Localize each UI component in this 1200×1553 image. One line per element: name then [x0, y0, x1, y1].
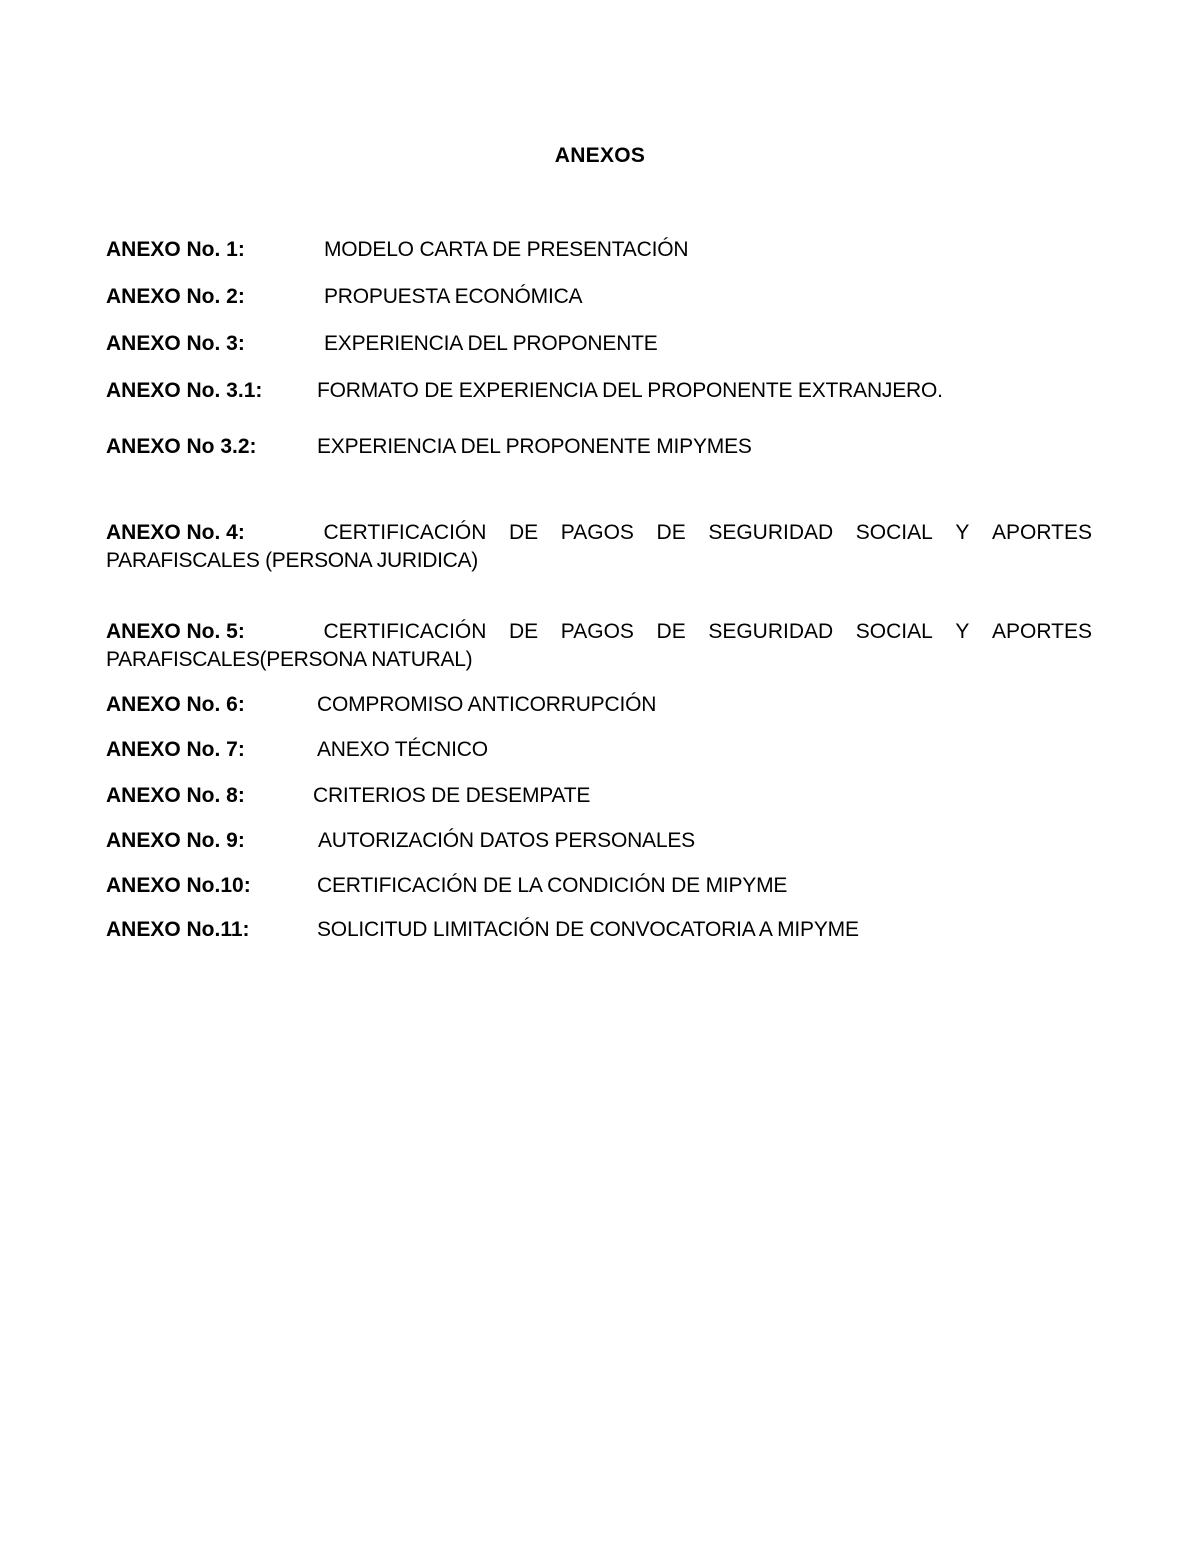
- annex-entry-5: [106, 618, 1092, 674]
- annex-word: APORTES: [992, 521, 1092, 544]
- annex-word: CERTIFICACIÓN: [323, 620, 487, 643]
- annex-word: DE: [656, 620, 686, 643]
- annex-text: FORMATO DE EXPERIENCIA DEL PROPONENTE EXTRANJERO.: [317, 379, 943, 402]
- annex-word: Y: [955, 620, 970, 643]
- annex-word: Y: [955, 521, 970, 544]
- annex-label: ANEXO No. 6:: [106, 693, 245, 716]
- annex-text: ANEXO TÉCNICO: [317, 738, 488, 761]
- annex-label: ANEXO No. 3:: [106, 332, 245, 355]
- annex-text: CERTIFICACIÓN DE LA CONDICIÓN DE MIPYME: [317, 874, 788, 897]
- annex-word: SOCIAL: [855, 620, 933, 643]
- annex-first-line: [106, 519, 1092, 547]
- annex-label: ANEXO No. 2:: [106, 285, 245, 308]
- annex-label: ANEXO No. 4:: [106, 521, 245, 544]
- annex-word: SEGURIDAD: [708, 620, 834, 643]
- annex-word: PAGOS: [560, 620, 634, 643]
- annex-label: ANEXO No. 3.1:: [106, 379, 263, 402]
- page-title: ANEXOS: [554, 144, 646, 167]
- annex-text: MODELO CARTA DE PRESENTACIÓN: [324, 238, 689, 261]
- annex-first-line: [106, 618, 1092, 646]
- annex-word: APORTES: [992, 620, 1092, 643]
- annex-word: PAGOS: [560, 521, 634, 544]
- annex-text: COMPROMISO ANTICORRUPCIÓN: [317, 693, 657, 716]
- annex-word: SOCIAL: [855, 521, 933, 544]
- annex-label: ANEXO No.11:: [106, 918, 250, 941]
- annex-word: DE: [509, 521, 539, 544]
- annex-text: SOLICITUD LIMITACIÓN DE CONVOCATORIA A MIPYME: [317, 918, 859, 941]
- annex-label: ANEXO No. 7:: [106, 738, 245, 761]
- annex-text: EXPERIENCIA DEL PROPONENTE: [324, 332, 658, 355]
- annex-word: DE: [656, 521, 686, 544]
- annex-text: CRITERIOS DE DESEMPATE: [313, 784, 591, 807]
- annex-entry-4: [106, 519, 1092, 575]
- annex-second-line: PARAFISCALES(PERSONA NATURAL): [106, 648, 473, 671]
- annex-label: ANEXO No. 1:: [106, 238, 245, 261]
- annex-label: ANEXO No. 8:: [106, 784, 245, 807]
- annex-text: AUTORIZACIÓN DATOS PERSONALES: [318, 829, 695, 852]
- annex-second-line: PARAFISCALES (PERSONA JURIDICA): [106, 549, 478, 572]
- annex-text: PROPUESTA ECONÓMICA: [324, 285, 583, 308]
- annex-label: ANEXO No. 5:: [106, 620, 245, 643]
- annex-word: CERTIFICACIÓN: [323, 521, 487, 544]
- annex-label: ANEXO No. 9:: [106, 829, 245, 852]
- annex-word: DE: [509, 620, 539, 643]
- annex-text: EXPERIENCIA DEL PROPONENTE MIPYMES: [317, 435, 752, 458]
- annex-word: SEGURIDAD: [708, 521, 834, 544]
- annex-label: ANEXO No 3.2:: [106, 435, 257, 458]
- annex-label: ANEXO No.10:: [106, 874, 251, 897]
